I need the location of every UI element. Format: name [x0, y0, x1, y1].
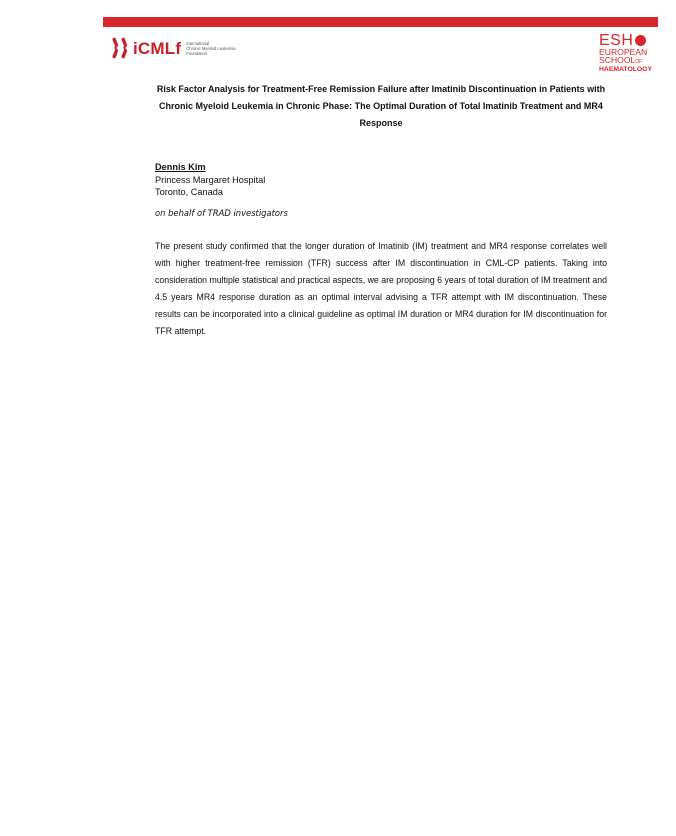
icml-subtitle-line: Foundation	[186, 50, 208, 56]
author-institution: Princess Margaret Hospital	[155, 174, 266, 185]
esh-logo	[599, 33, 659, 73]
icml-subtitle-line: International	[186, 40, 210, 46]
chromosome-icon	[110, 37, 130, 59]
esh-line-haematology: HAEMATOLOGY	[599, 66, 652, 73]
document-title: Risk Factor Analysis for Treatment-Free Remission Failure after Imatinib Discontinuation in Patients with Chronic Myeloid Leukemia in Chronic Phase: The Optimal Duration of Total Imatinib Treatment and MR4 Response	[156, 84, 606, 128]
header-accent-bar	[103, 17, 658, 27]
esh-dot-icon	[635, 35, 646, 46]
icml-logo	[110, 36, 236, 60]
esh-of-text: OF	[635, 59, 643, 65]
author-name: Dennis Kim	[155, 162, 206, 172]
esh-abbreviation: ESH	[599, 32, 634, 49]
esh-logo-top	[599, 33, 659, 48]
icml-logo-subtitle	[186, 41, 235, 56]
esh-line-school	[599, 56, 659, 66]
abstract-body: The present study confirmed that the longer duration of Imatinib (IM) treatment and MR4 response correlates well with higher treatment-free remission (TFR) success after IM discontinuation in CML-CP patients. Taking into consideration multiple statistical and practical aspects, we are proposing 6 years of total duration of IM treatment and 4.5 years MR4 response duration as an optimal interval advising a TFR attempt with IM discontinuation. These results can be incorporated into a clinical guideline as optimal IM duration or MR4 duration for IM discontinuation for TFR attempt.	[155, 241, 607, 336]
esh-school-text: SCHOOL	[599, 55, 636, 65]
esh-line-european: EUROPEAN	[599, 47, 648, 57]
author-block	[155, 161, 265, 199]
author-location: Toronto, Canada	[155, 187, 223, 197]
icml-logo-wordmark: iCMLf	[133, 38, 182, 58]
on-behalf-note: on behalf of TRAD investigators	[155, 208, 288, 218]
icml-subtitle-line: Chronic Myeloid Leukemia	[186, 45, 236, 51]
